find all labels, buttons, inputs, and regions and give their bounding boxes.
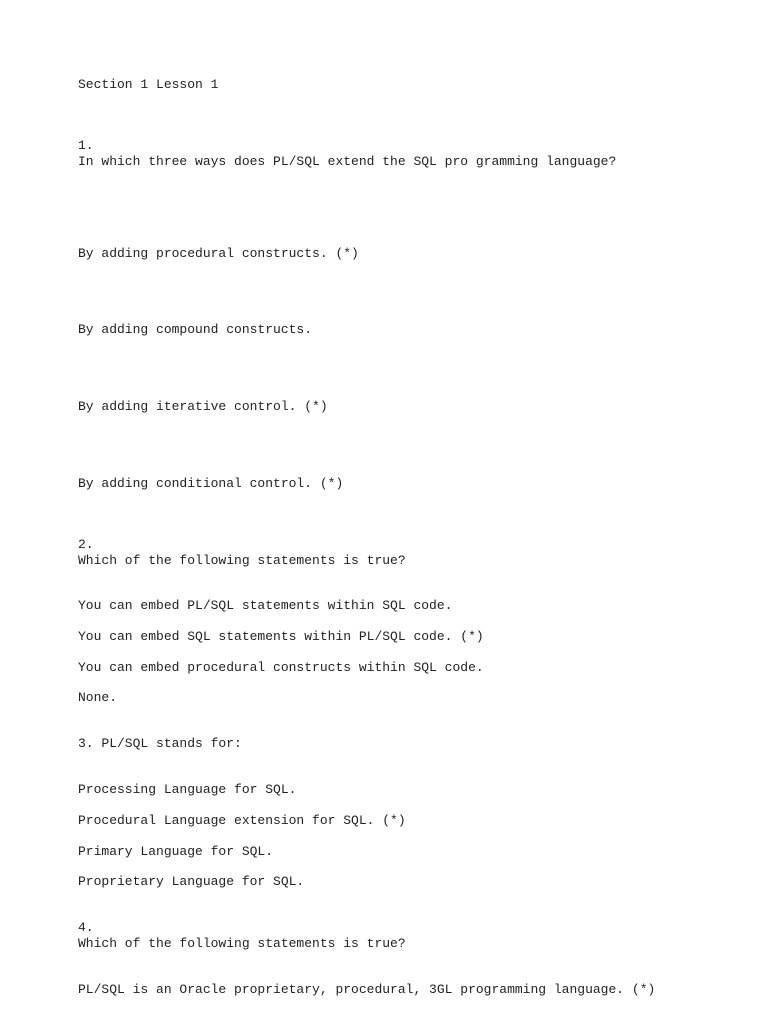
question-2-number: 2. bbox=[78, 537, 94, 552]
question-2-text: Which of the following statements is true? bbox=[78, 553, 406, 568]
question-1-option-3[interactable]: By adding iterative control. (*) bbox=[78, 399, 328, 414]
question-2-option-3[interactable]: You can embed procedural constructs within SQL code. bbox=[78, 660, 484, 675]
question-3-text: 3. PL/SQL stands for: bbox=[78, 736, 242, 751]
question-2-option-2[interactable]: You can embed SQL statements within PL/SQL code. (*) bbox=[78, 629, 484, 644]
question-2-option-4[interactable]: None. bbox=[78, 690, 118, 705]
question-4-number: 4. bbox=[78, 920, 94, 935]
question-1-option-1[interactable]: By adding procedural constructs. (*) bbox=[78, 246, 359, 261]
question-3-option-2[interactable]: Procedural Language extension for SQL. (*) bbox=[78, 813, 406, 828]
question-1-option-4[interactable]: By adding conditional control. (*) bbox=[78, 476, 344, 491]
section-title: Section 1 Lesson 1 bbox=[78, 77, 219, 92]
question-3-option-4[interactable]: Proprietary Language for SQL. bbox=[78, 874, 305, 889]
question-1-text: In which three ways does PL/SQL extend the SQL pro gramming language? bbox=[78, 154, 617, 169]
question-3-option-1[interactable]: Processing Language for SQL. bbox=[78, 782, 297, 797]
question-4-text: Which of the following statements is true? bbox=[78, 936, 406, 951]
question-1-option-2[interactable]: By adding compound constructs. bbox=[78, 322, 313, 337]
question-2-option-1[interactable]: You can embed PL/SQL statements within SQL code. bbox=[78, 598, 453, 613]
question-3-option-3[interactable]: Primary Language for SQL. bbox=[78, 844, 274, 859]
question-1-number: 1. bbox=[78, 138, 94, 153]
question-4-option-1[interactable]: PL/SQL is an Oracle proprietary, procedural, 3GL programming language. (*) bbox=[78, 982, 656, 997]
